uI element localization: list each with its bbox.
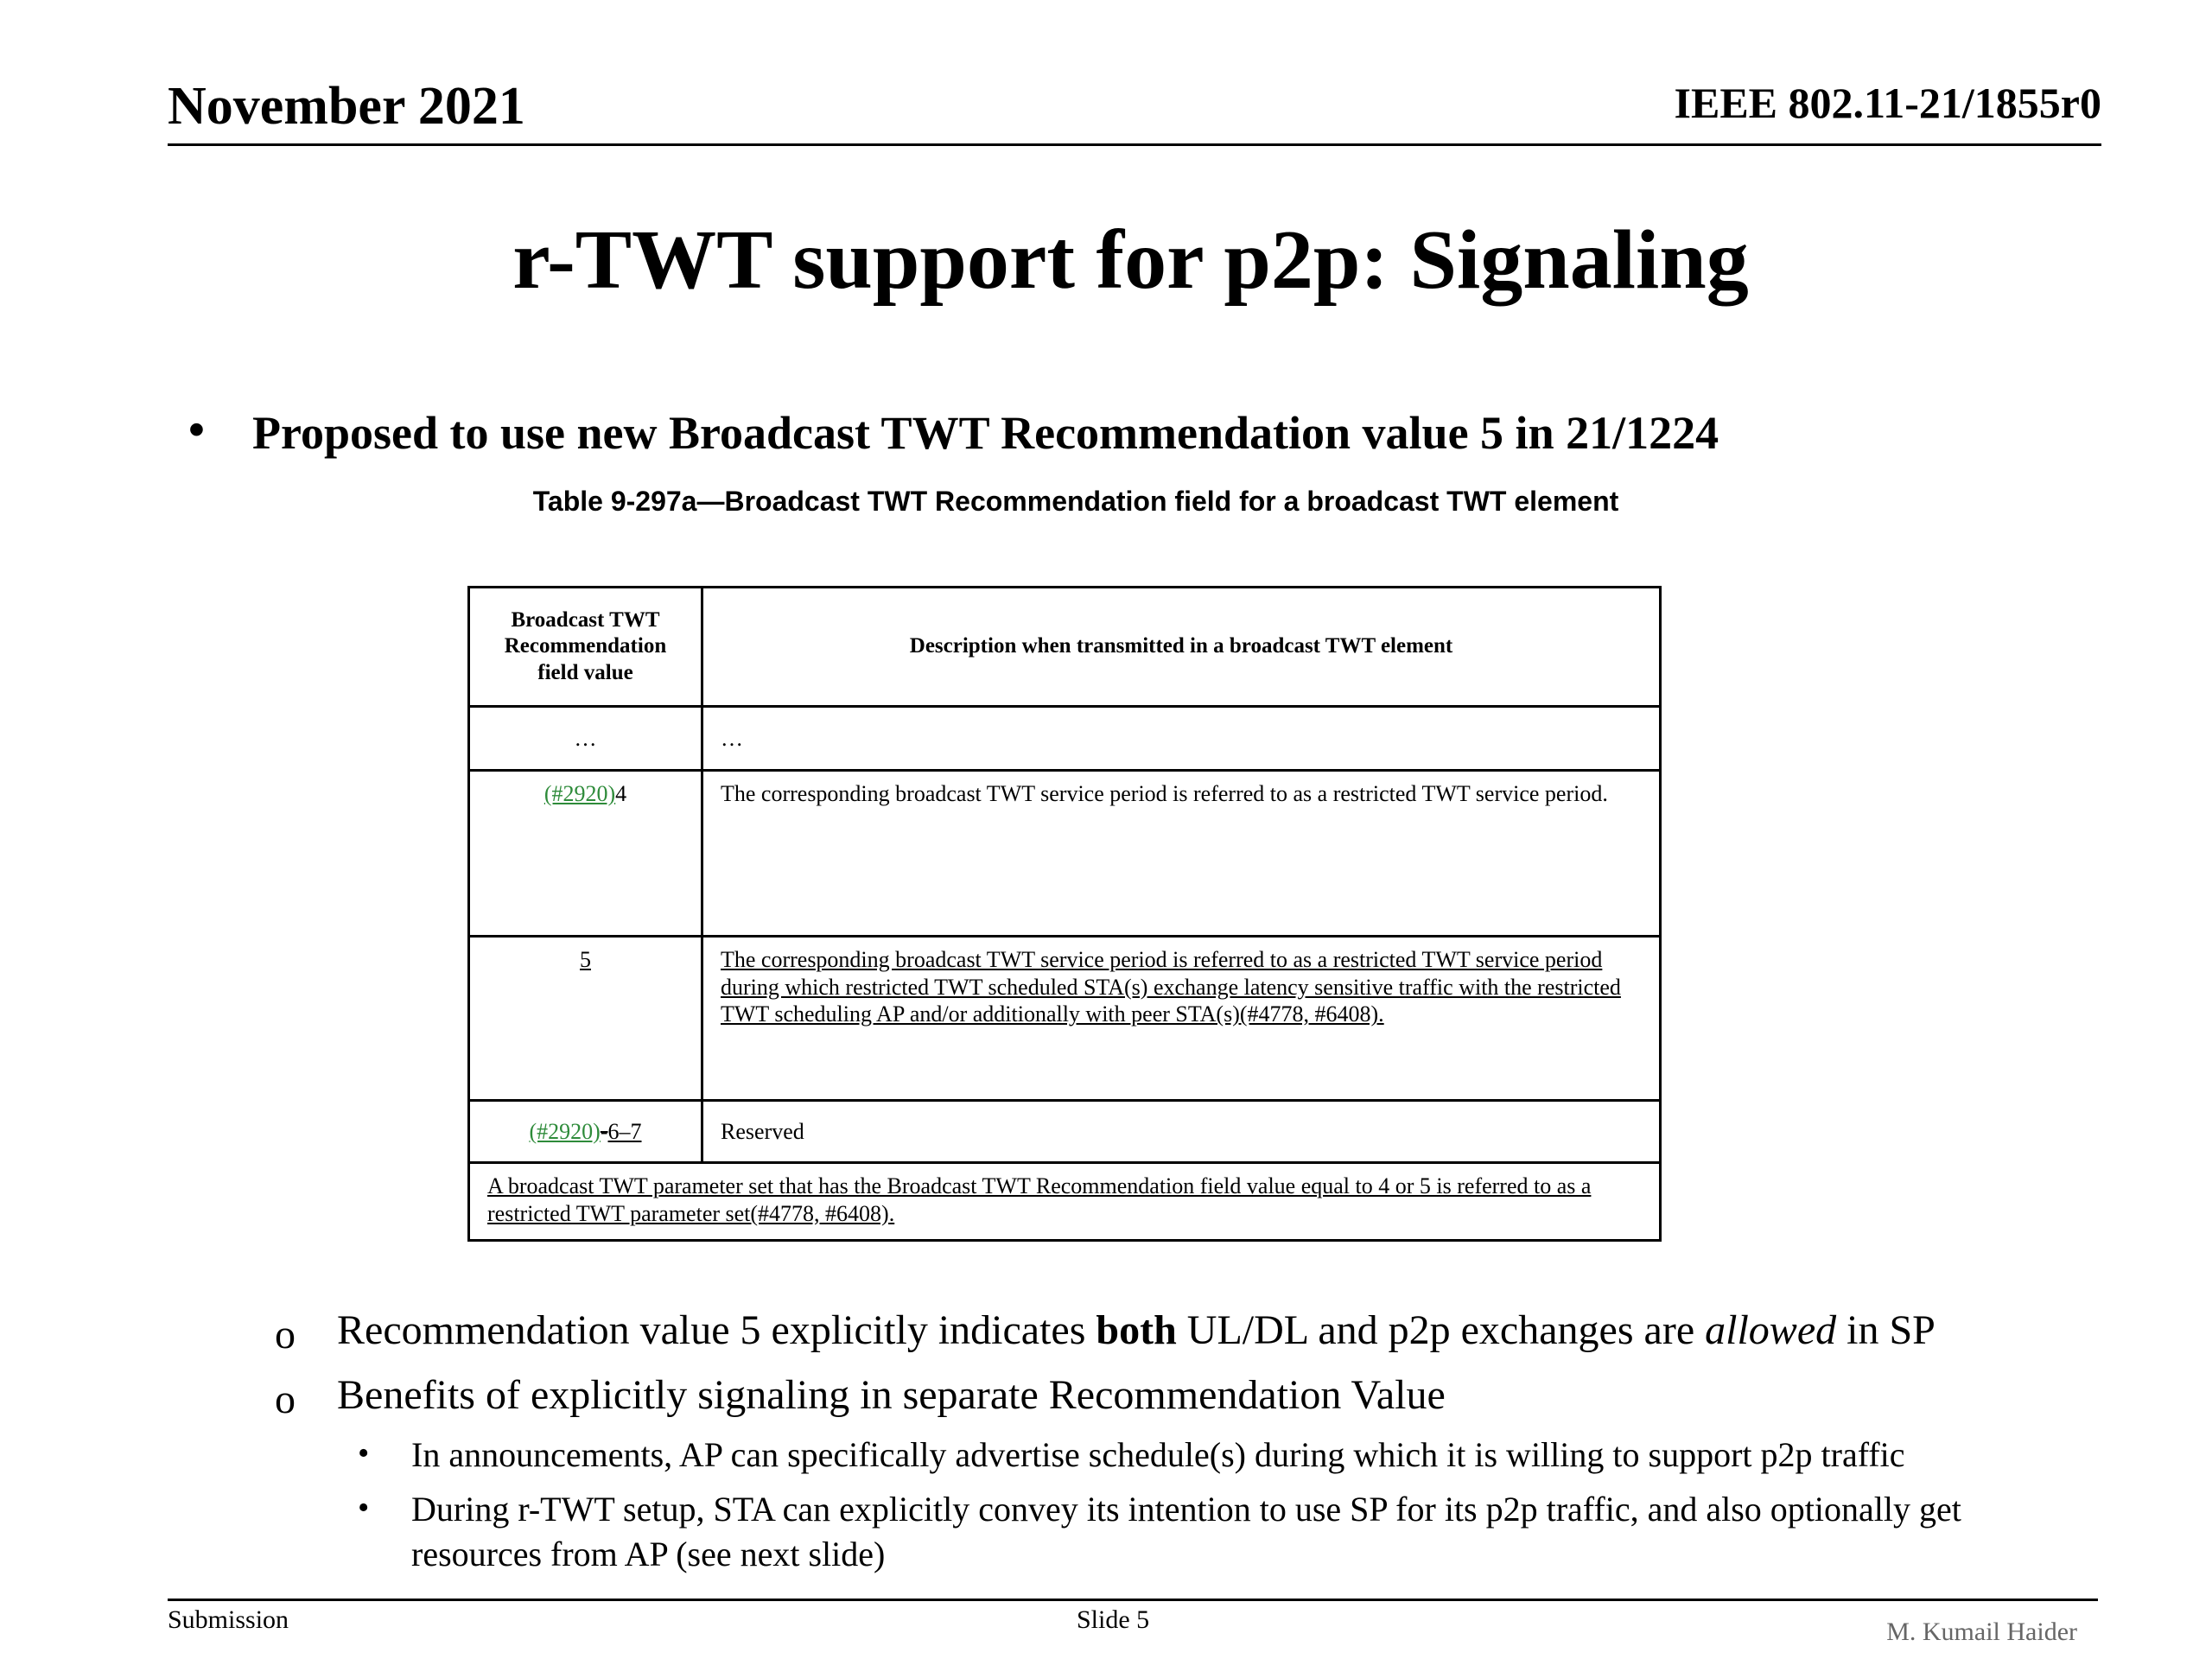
sub-bullet-recommendation: [337, 1308, 1936, 1354]
table-header-row: [469, 588, 1661, 707]
bullet-proposal: Proposed to use new Broadcast TWT Recommendation value 5 in 21/1224: [252, 407, 1719, 459]
text-run: Recommendation value 5 explicitly indicates: [337, 1307, 1096, 1353]
recommendation-table: [467, 586, 1662, 1242]
table-header-value: Broadcast TWT Recommendation field value: [469, 588, 702, 707]
bullet-marker: •: [188, 404, 205, 455]
change-ref: (#2920): [529, 1118, 601, 1144]
header-doc-id: IEEE 802.11-21/1855r0: [1674, 79, 2101, 127]
sub-sub-bullet-announcements: In announcements, AP can specifically advertise schedule(s) during which it is willing to support p2p traffic: [411, 1435, 1905, 1474]
table-row: [469, 707, 1661, 771]
struck-text: -: [600, 1118, 608, 1144]
sub-bullet-benefits: Benefits of explicitly signaling in separate Recommendation Value: [337, 1372, 1446, 1418]
footer-submission: Submission: [168, 1605, 289, 1634]
text-run: in SP: [1836, 1307, 1936, 1353]
sub-bullet-marker: o: [275, 1312, 296, 1357]
table-note-row: [469, 1163, 1661, 1241]
table-row: [469, 937, 1661, 1101]
table-cell-description: …: [702, 707, 1661, 771]
sub-sub-bullet-marker: •: [358, 1490, 370, 1526]
value-text: 4: [615, 781, 627, 806]
italic-run: allowed: [1705, 1307, 1837, 1353]
change-ref: (#2920): [543, 781, 616, 806]
value-text: 5: [580, 947, 591, 972]
header-rule: [168, 143, 2101, 146]
table-cell-description: The corresponding broadcast TWT service period is referred to as a restricted TWT service period.: [702, 771, 1661, 937]
table-row: [469, 1101, 1661, 1163]
table-cell-description: Reserved: [702, 1101, 1661, 1163]
table-cell-description: [702, 937, 1661, 1101]
description-text: The corresponding broadcast TWT service period is referred to as a restricted TWT service period during which restricted TWT scheduled STA(s) exchange latency sensitive traffic with the restricted TWT scheduling AP and/or additionally with peer STA(s)(#4778, #6408).: [721, 947, 1621, 1027]
footer-slide-number: Slide 5: [1077, 1605, 1150, 1634]
text-run: UL/DL and p2p exchanges are: [1176, 1307, 1706, 1353]
table-note: [469, 1163, 1661, 1241]
table-header-description: Description when transmitted in a broadcast TWT element: [702, 588, 1661, 707]
table-cell-value: [469, 937, 702, 1101]
sub-bullet-marker: o: [275, 1376, 296, 1422]
footer-author: M. Kumail Haider: [1886, 1618, 2077, 1646]
table-caption: Table 9-297a—Broadcast TWT Recommendation field for a broadcast TWT element: [532, 486, 1619, 517]
bold-run: both: [1096, 1307, 1177, 1353]
value-text: 6–7: [607, 1118, 642, 1144]
sub-sub-bullet-marker: •: [358, 1435, 370, 1471]
slide-title: r-TWT support for p2p: Signaling: [512, 213, 1749, 307]
sub-sub-bullet-setup: During r-TWT setup, STA can explicitly convey its intention to use SP for its p2p traffic, and also optionally get resources from AP (see next slide): [411, 1490, 1961, 1573]
table-row: [469, 771, 1661, 937]
footer-rule: [168, 1599, 2098, 1601]
table-cell-value: [469, 1101, 702, 1163]
note-text: A broadcast TWT parameter set that has the Broadcast TWT Recommendation field value equal to 4 or 5 is referred to as a restricted TWT parameter set(#4778, #6408).: [487, 1173, 1592, 1226]
header-date: November 2021: [168, 77, 525, 136]
table-cell-value: …: [469, 707, 702, 771]
table-cell-value: [469, 771, 702, 937]
